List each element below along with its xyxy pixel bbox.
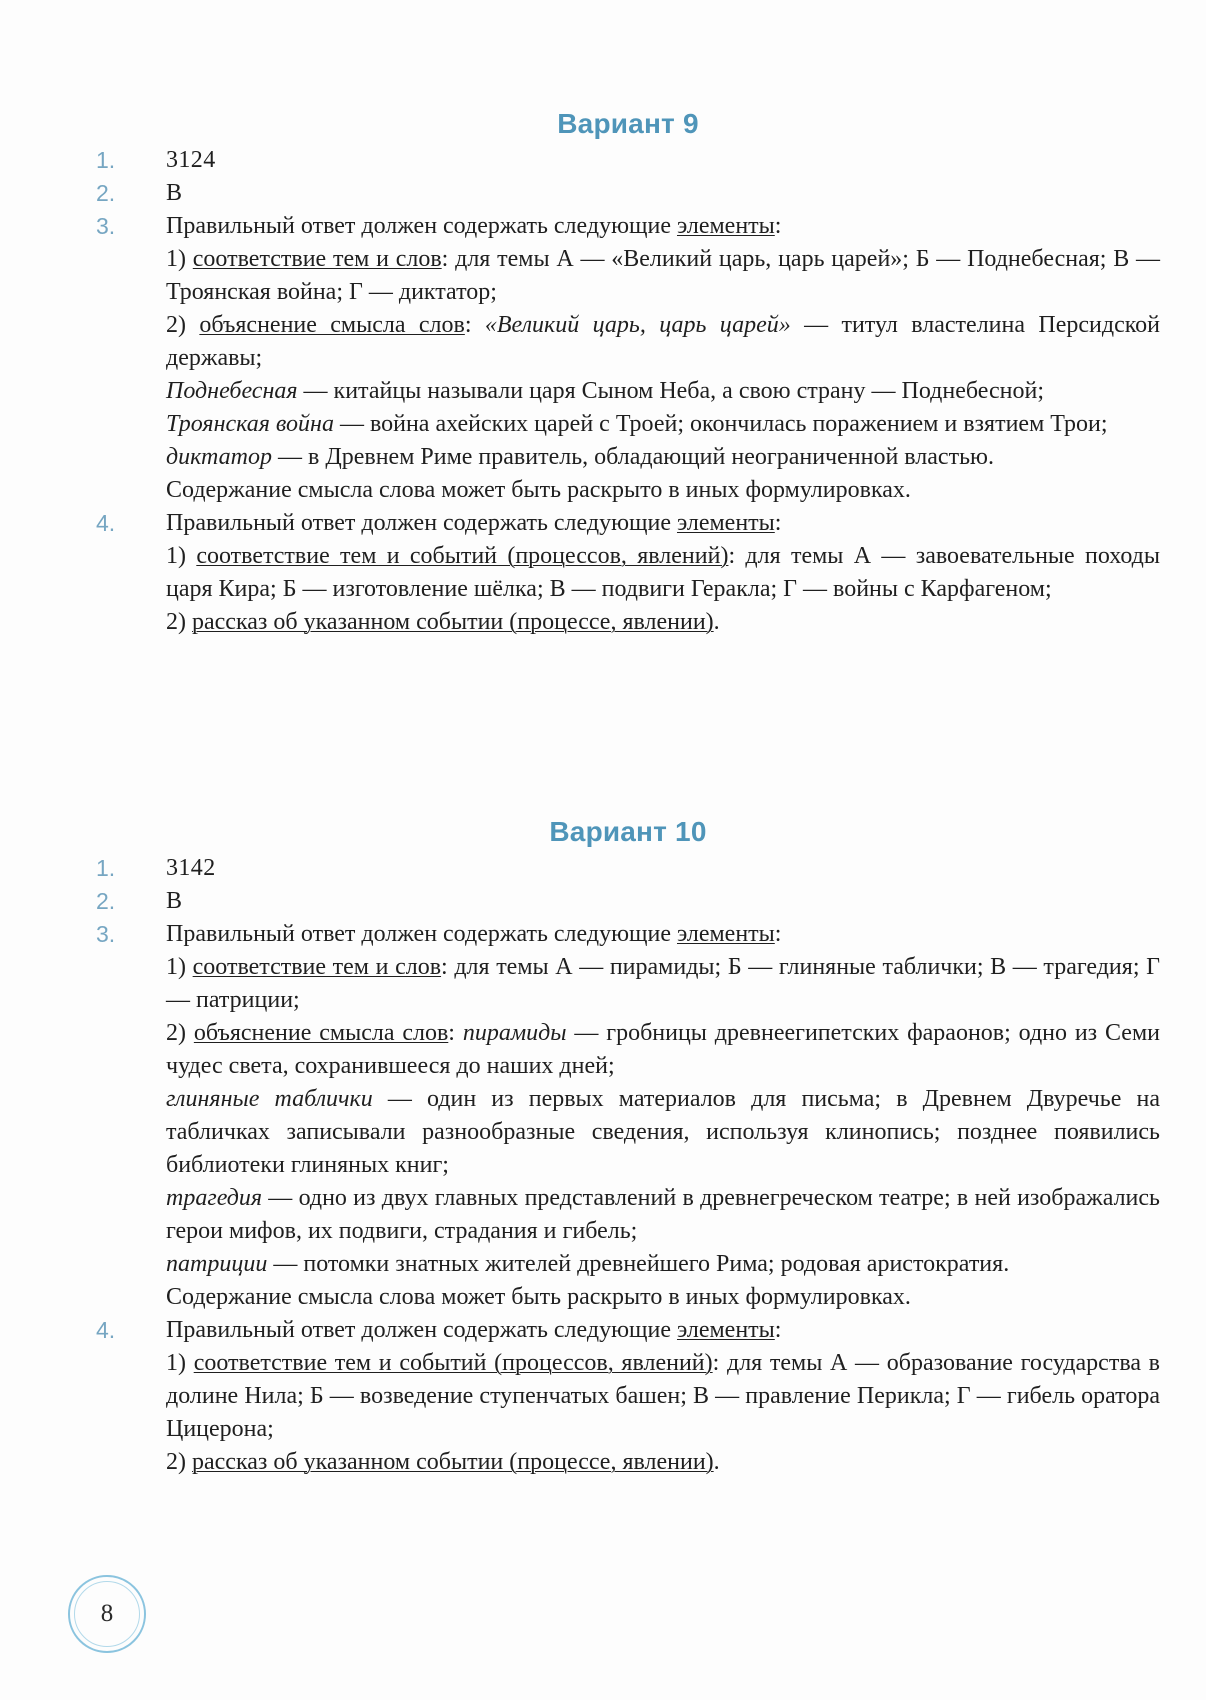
definition-line [166, 1182, 1160, 1248]
point-prefix: 2) [166, 609, 192, 635]
point-punctuation: . [713, 609, 720, 635]
term: трагедия [166, 1185, 263, 1211]
item-number: 1. [96, 147, 116, 173]
point-prefix: 1) [166, 246, 193, 272]
answer-value: 3124 [166, 147, 216, 173]
underlined-heading: рассказ об указанном событии (процессе, явлении) [192, 1449, 714, 1475]
term: Троянская война [166, 411, 334, 437]
underlined-term: элементы [676, 510, 775, 536]
term: «Великий царь, царь царей» [484, 312, 791, 338]
point-punctuation: : [464, 312, 485, 338]
point-text: : для темы А — пирамиды; Б — глиняные таблички; В — трагедия; Г — патриции; [166, 954, 1160, 1013]
variant-title: Вариант 9 [557, 108, 699, 139]
answer-item-3 [96, 918, 1160, 1314]
answer-item-4 [96, 1314, 1160, 1479]
definition: — китайцы называли царя Сыном Неба, а свою страну — Поднебесной; [297, 378, 1045, 404]
definition-line [166, 408, 1160, 441]
definition: — одно из двух главных представлений в древнегреческом театре; в ней изображались герои мифов, их подвиги, страдания и гибель; [166, 1185, 1160, 1244]
point-2 [166, 1017, 1160, 1083]
item-number: 2. [96, 180, 116, 206]
item-number: 4. [96, 510, 116, 536]
point-2 [166, 1446, 1160, 1479]
definition: — потомки знатных жителей древнейшего Рима; родовая аристократия. [267, 1251, 1010, 1277]
answer-value: 3142 [166, 855, 216, 881]
intro-text: Правильный ответ должен содержать следующие [166, 1317, 677, 1343]
underlined-heading: соответствие тем и событий (процессов, явлений) [193, 1350, 713, 1376]
point-prefix: 2) [166, 312, 200, 338]
definition: — в Древнем Риме правитель, обладающий неограниченной властью. [272, 444, 994, 470]
intro-line [166, 1314, 1160, 1347]
variant-9-section [96, 106, 1160, 639]
definition-line [166, 375, 1160, 408]
intro-line [166, 210, 1160, 243]
point-prefix: 1) [166, 543, 197, 569]
underlined-term: элементы [676, 213, 775, 239]
intro-line [166, 507, 1160, 540]
point-2 [166, 309, 1160, 375]
term: патриции [166, 1251, 268, 1277]
answer-item-4 [96, 507, 1160, 639]
term: диктатор [166, 444, 273, 470]
underlined-heading: соответствие тем и слов [192, 954, 442, 980]
intro-text: Правильный ответ должен содержать следующие [166, 510, 677, 536]
point-punctuation: : [448, 1020, 463, 1046]
item-number: 4. [96, 1317, 116, 1343]
answer-item-1 [96, 144, 1160, 177]
term: Поднебесная [166, 378, 298, 404]
answer-item-1 [96, 852, 1160, 885]
underlined-heading: объяснение смысла слов [199, 312, 465, 338]
variant-10-section [96, 814, 1160, 1479]
point-text: : для темы А — образование государства в долине Нила; Б — возведение ступенчатых башен; В — правление Перикла; Г — гибель оратора Цицерона; [166, 1350, 1160, 1442]
term: глиняные таблички [166, 1086, 373, 1112]
answer-item-2 [96, 885, 1160, 918]
term: пирамиды [462, 1020, 567, 1046]
answer-content [166, 507, 1160, 639]
answer-content [166, 210, 1160, 507]
definition: — один из первых материалов для письма; в Древнем Двуречье на табличках записывали разнообразные сведения, используя клинопись; позднее появились библиотеки глиняных книг; [166, 1086, 1161, 1178]
intro-text: Правильный ответ должен содержать следующие [166, 213, 677, 239]
intro-punctuation: : [774, 1317, 782, 1343]
answer-item-3 [96, 210, 1160, 507]
underlined-heading: соответствие тем и событий (процессов, явлений) [196, 543, 729, 569]
answer-content [166, 918, 1160, 1314]
definition: — гробницы древнеегипетских фараонов; одно из Семи чудес света, сохранившееся до наших дней; [166, 1020, 1160, 1079]
intro-punctuation: : [774, 213, 782, 239]
definition-line [166, 441, 1160, 474]
intro-punctuation: : [774, 921, 782, 947]
answer-item-2 [96, 177, 1160, 210]
intro-punctuation: : [774, 510, 782, 536]
definition-line [166, 1248, 1160, 1281]
point-text: : для темы А — «Великий царь, царь царей»; Б — Поднебесная; В — Троянская война; Г — диктатор; [166, 246, 1160, 305]
closing-note: Содержание смысла слова может быть раскрыто в иных формулировках. [166, 1284, 911, 1310]
answer-value: В [166, 888, 183, 914]
underlined-heading: рассказ об указанном событии (процессе, явлении) [192, 609, 714, 635]
definition: — титул властелина Персидской державы; [166, 312, 1161, 371]
point-prefix: 1) [166, 1350, 194, 1376]
definition-line [166, 1083, 1160, 1182]
variant-title: Вариант 10 [549, 816, 707, 847]
point-text: : для темы А — завоевательные походы царя Кира; Б — изготовление шёлка; В — подвиги Геракла; Г — войны с Карфагеном; [166, 543, 1160, 602]
point-prefix: 2) [166, 1020, 194, 1046]
underlined-heading: объяснение смысла слов [193, 1020, 449, 1046]
definition: — война ахейских царей с Троей; окончилась поражением и взятием Трои; [333, 411, 1108, 437]
underlined-term: элементы [676, 1317, 775, 1343]
point-1 [166, 1347, 1160, 1446]
item-number: 3. [96, 213, 116, 239]
page-number-badge [68, 1575, 146, 1653]
point-2 [166, 606, 1160, 639]
point-prefix: 2) [166, 1449, 192, 1475]
point-1 [166, 243, 1160, 309]
underlined-term: элементы [676, 921, 775, 947]
underlined-heading: соответствие тем и слов [192, 246, 442, 272]
intro-text: Правильный ответ должен содержать следующие [166, 921, 677, 947]
closing-note: Содержание смысла слова может быть раскрыто в иных формулировках. [166, 477, 911, 503]
item-number: 2. [96, 888, 116, 914]
point-prefix: 1) [166, 954, 193, 980]
point-punctuation: . [713, 1449, 720, 1475]
point-1 [166, 540, 1160, 606]
item-number: 3. [96, 921, 116, 947]
point-1 [166, 951, 1160, 1017]
page-number: 8 [100, 1600, 114, 1627]
answer-value: В [166, 180, 183, 206]
item-number: 1. [96, 855, 116, 881]
answer-content [166, 1314, 1160, 1479]
intro-line [166, 918, 1160, 951]
